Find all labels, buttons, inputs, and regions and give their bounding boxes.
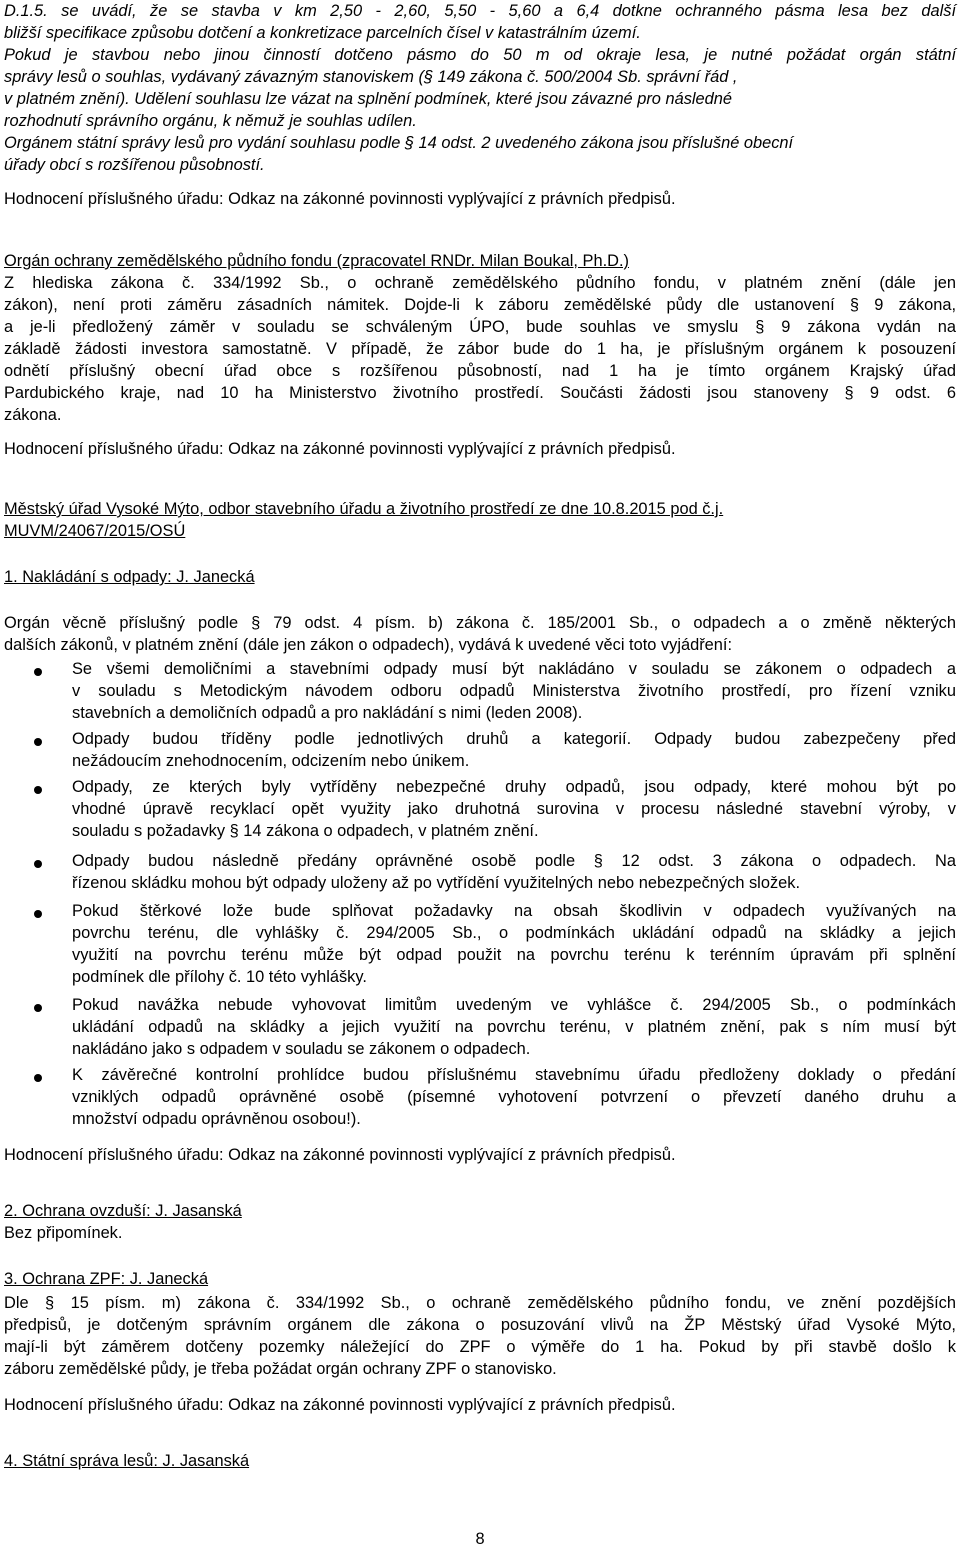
text-line: a je-li předložený záměr v souladu se schváleným ÚPO, bude souhlas ve smyslu § 9 zákona vydán na	[4, 318, 956, 336]
bullet-icon	[34, 738, 42, 746]
text-line: Orgánem státní správy lesů pro vydání souhlasu podle § 14 odst. 2 uvedeného zákona jsou příslušné obecní	[4, 134, 794, 152]
text-line: Odpady budou následně předány oprávněné osobě podle § 12 odst. 3 zákona o odpadech. Na	[72, 852, 956, 870]
text-line: MUVM/24067/2015/OSÚ	[4, 522, 186, 540]
text-line: zákona.	[4, 406, 62, 424]
text-line: množství odpadu oprávněnou osobou!).	[72, 1110, 361, 1128]
text-line: odnětí příslušný obecní úřad obce s rozšířenou působností, nad 1 ha je tímto orgánem Krajský úřad	[4, 362, 956, 380]
text-line: Hodnocení příslušného úřadu: Odkaz na zákonné povinnosti vyplývající z právních předpisů.	[4, 1396, 676, 1414]
text-line: dalších zákonů, v platném znění (dále jen zákon o odpadech), vydává k uvedené věci toto vyjádření:	[4, 636, 733, 654]
text-line: zákon), není proti záměru zásadních námitek. Dojde-li k záboru zemědělské půdy dle ustanovení § 9 zákona,	[4, 296, 956, 314]
text-line: Hodnocení příslušného úřadu: Odkaz na zákonné povinnosti vyplývající z právních předpisů.	[4, 190, 676, 208]
text-line: využití na povrchu terénu může být odpad použit na povrchu terénu k terénním úpravám při splnění	[72, 946, 956, 964]
text-line: K závěrečné kontrolní prohlídce budou příslušnému stavebnímu úřadu předloženy doklady o předání	[72, 1066, 956, 1084]
text-line: podmínek dle přílohy č. 10 této vyhlášky.	[72, 968, 367, 986]
text-line: Bez připomínek.	[4, 1224, 123, 1242]
text-line: Pokud je stavbou nebo jinou činností dotčeno pásmo do 50 m od okraje lesa, je nutné požádat orgán státní	[4, 46, 956, 64]
text-line: základě žádosti investora samostatně. V případě, že zábor bude do 1 ha, je příslušným orgánem k posouzení	[4, 340, 956, 358]
text-line: vzniklých odpadů oprávněné osobě (písemné vyhotovení potvrzení o převzetí daného druhu a	[72, 1088, 956, 1106]
bullet-icon	[34, 786, 42, 794]
text-line: Dle § 15 písm. m) zákona č. 334/1992 Sb., o ochraně zemědělského půdního fondu, ve znění pozdějších	[4, 1294, 956, 1312]
text-line: Hodnocení příslušného úřadu: Odkaz na zákonné povinnosti vyplývající z právních předpisů.	[4, 440, 676, 458]
text-line: 1. Nakládání s odpady: J. Janecká	[4, 568, 255, 586]
text-line: v platném znění). Udělení souhlasu lze vázat na splnění podmínek, které jsou závazné pro následné	[4, 90, 732, 108]
text-line: řízenou skládku mohou být odpady uloženy až po vytřídění využitelných nebo nebezpečných složek.	[72, 874, 800, 892]
text-line: Pardubického kraje, nad 10 ha Ministerstvo životního prostředí. Součásti žádosti jsou stanoveny § 9 odst. 6	[4, 384, 956, 402]
text-line: Pokud navážka nebude vyhovovat limitům uvedeným ve vyhlášce č. 294/2005 Sb., o podmínkách	[72, 996, 956, 1014]
text-line: bližší specifikace způsobu dotčení a konkretizace parcelních čísel v katastrálním území.	[4, 24, 641, 42]
text-line: úřady obcí s rozšířenou působností.	[4, 156, 265, 174]
bullet-icon	[34, 1074, 42, 1082]
text-line: stavebních a demoličních odpadů a pro nakládání s nimi (leden 2008).	[72, 704, 583, 722]
text-line: Městský úřad Vysoké Mýto, odbor stavebního úřadu a životního prostředí ze dne 10.8.2015 pod č.j.	[4, 500, 724, 518]
page-number: 8	[475, 1530, 485, 1548]
text-line: Pokud štěrkové lože bude splňovat požadavky na obsah škodlivin v odpadech využívaných na	[72, 902, 956, 920]
text-line: rozhodnutí správního orgánu, k němuž je souhlas udílen.	[4, 112, 417, 130]
bullet-icon	[34, 860, 42, 868]
text-line: předpisů, je dotčeným správním orgánem dle zákona o posuzování vlivů na ŽP Městský úřad Vysoké Mýto,	[4, 1316, 956, 1334]
text-line: povrchu terénu, dle vyhlášky č. 294/2005 Sb., o podmínkách ukládání odpadů na skládky a jejich	[72, 924, 956, 942]
text-line: Hodnocení příslušného úřadu: Odkaz na zákonné povinnosti vyplývající z právních předpisů.	[4, 1146, 676, 1164]
text-line: mají-li být záměrem dotčeny pozemky náležející do ZPF o výměře do 1 ha. Pokud by při stavbě došlo k	[4, 1338, 956, 1356]
text-line: vhodné úpravě recyklací opět využity jako druhotná surovina v procesu následné stavební výroby, v	[72, 800, 956, 818]
bullet-icon	[34, 910, 42, 918]
text-line: Orgán věcně příslušný podle § 79 odst. 4 písm. b) zákona č. 185/2001 Sb., o odpadech a o změně některých	[4, 614, 956, 632]
text-line: 3. Ochrana ZPF: J. Janecká	[4, 1270, 209, 1288]
text-line: záboru zemědělské půdy, je třeba požádat orgán ochrany ZPF o stanovisko.	[4, 1360, 557, 1378]
text-line: Se všemi demoličními a stavebními odpady musí být nakládáno v souladu se zákonem o odpadech a	[72, 660, 956, 678]
bullet-icon	[34, 668, 42, 676]
text-line: Orgán ochrany zemědělského půdního fondu (zpracovatel RNDr. Milan Boukal, Ph.D.)	[4, 252, 629, 270]
text-line: 2. Ochrana ovzduší: J. Jasanská	[4, 1202, 242, 1220]
text-line: D.1.5. se uvádí, že se stavba v km 2,50 - 2,60, 5,50 - 5,60 a 6,4 dotkne ochranného pásma lesa bez další	[4, 2, 956, 20]
text-line: ukládání odpadů na skládky a jejich využití na povrchu terénu, v platném znění, pak s ním musí být	[72, 1018, 956, 1036]
text-line: nežádoucím znehodnocením, odcizením nebo únikem.	[72, 752, 470, 770]
text-line: souladu s požadavky § 14 zákona o odpadech, v platném znění.	[72, 822, 539, 840]
text-line: Odpady budou tříděny podle jednotlivých druhů a kategorií. Odpady budou zabezpečeny před	[72, 730, 956, 748]
text-line: 4. Státní správa lesů: J. Jasanská	[4, 1452, 250, 1470]
text-line: v souladu s Metodickým návodem odboru odpadů Ministerstva životního prostředí, pro řízení vzniku	[72, 682, 956, 700]
text-line: nakládáno jako s odpadem v souladu se zákonem o odpadech.	[72, 1040, 531, 1058]
text-line: Z hlediska zákona č. 334/1992 Sb., o ochraně zemědělského půdního fondu, v platném znění (dále jen	[4, 274, 956, 292]
text-line: Odpady, ze kterých byly vytříděny nebezpečné druhy odpadů, jsou odpady, které mohou být po	[72, 778, 956, 796]
text-line: správy lesů o souhlas, vydávaný závazným stanoviskem (§ 149 zákona č. 500/2004 Sb. správní řád ,	[4, 68, 738, 86]
bullet-icon	[34, 1004, 42, 1012]
